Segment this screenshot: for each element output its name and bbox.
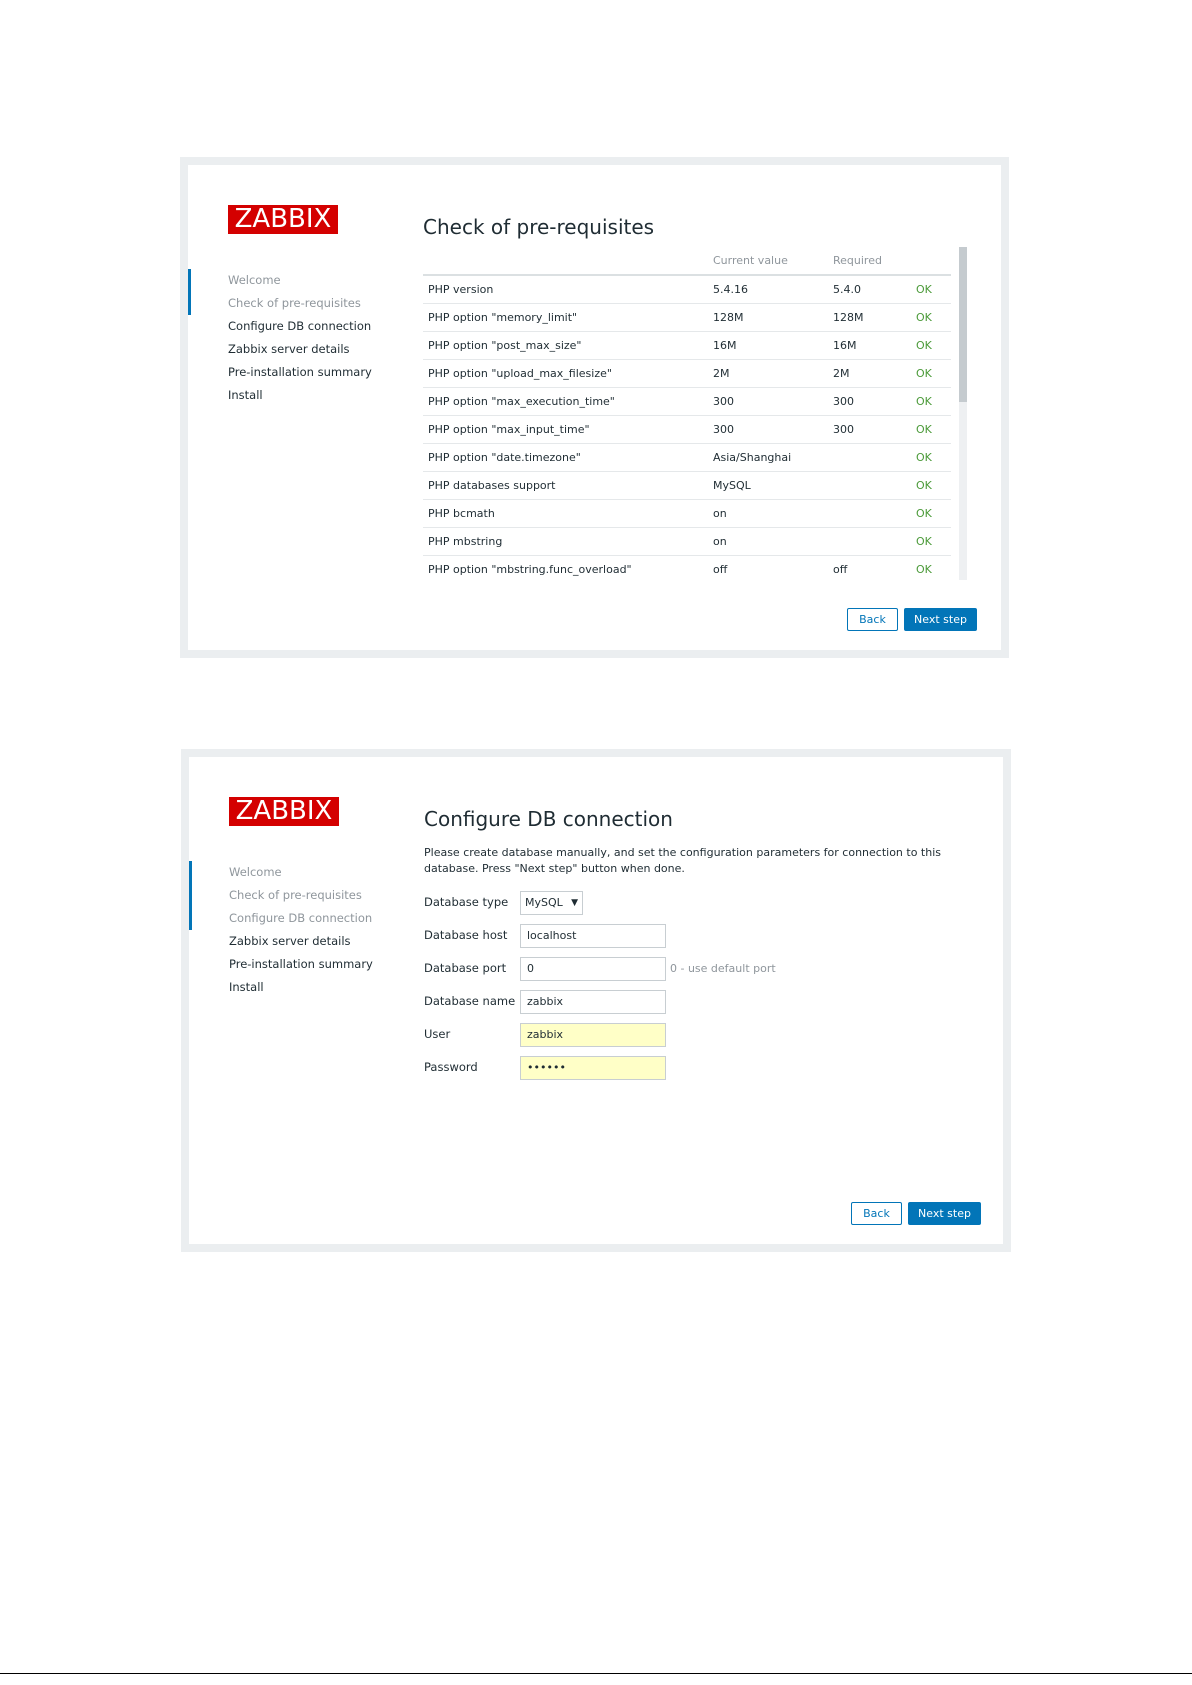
step-check-prerequisites[interactable]: Check of pre-requisites (229, 888, 362, 902)
page-title: Configure DB connection (424, 807, 673, 831)
row-name: PHP version (423, 275, 708, 303)
db-port-label: Database port (424, 961, 507, 975)
row-current: MySQL (708, 471, 828, 499)
row-current: 16M (708, 331, 828, 359)
form-row-password (424, 1056, 984, 1080)
row-status: OK (911, 387, 951, 415)
row-required (828, 499, 911, 527)
row-required: 300 (828, 387, 911, 415)
row-required (828, 443, 911, 471)
db-connection-screenshot (181, 749, 1011, 1252)
row-required: off (828, 555, 911, 580)
form-row-user (424, 1023, 984, 1047)
step-welcome[interactable]: Welcome (229, 865, 282, 879)
chevron-down-icon: ▼ (571, 898, 578, 908)
table-scrollbar[interactable] (959, 247, 967, 580)
setup-panel (188, 165, 1001, 650)
row-current: Asia/Shanghai (708, 443, 828, 471)
header-status (911, 247, 951, 275)
db-type-label: Database type (424, 895, 509, 909)
row-current: on (708, 499, 828, 527)
row-status: OK (911, 415, 951, 443)
db-type-select[interactable] (520, 891, 583, 915)
row-required: 300 (828, 415, 911, 443)
row-current: 5.4.16 (708, 275, 828, 303)
table-row (423, 415, 951, 443)
row-name: PHP option "memory_limit" (423, 303, 708, 331)
setup-panel (189, 757, 1003, 1244)
form-row-db-type (424, 891, 984, 915)
back-button[interactable]: Back (847, 608, 898, 631)
row-status: OK (911, 331, 951, 359)
table-row (423, 499, 951, 527)
row-name: PHP option "max_input_time" (423, 415, 708, 443)
table-row (423, 443, 951, 471)
table-row (423, 555, 951, 580)
user-input[interactable]: zabbix (520, 1023, 666, 1047)
intro-text: Please create database manually, and set the configuration parameters for connection to this database. Press "Next step" button when done. (424, 846, 942, 875)
step-install[interactable]: Install (228, 388, 263, 402)
row-status: OK (911, 275, 951, 303)
zabbix-logo: ZABBIX (229, 797, 339, 826)
row-current: 300 (708, 415, 828, 443)
db-port-hint: 0 - use default port (670, 962, 776, 975)
step-server-details[interactable]: Zabbix server details (229, 934, 351, 948)
step-pre-install-summary[interactable]: Pre-installation summary (229, 957, 373, 971)
table-row (423, 527, 951, 555)
row-status: OK (911, 555, 951, 580)
step-configure-db[interactable]: Configure DB connection (228, 319, 372, 333)
form-row-db-host (424, 924, 984, 948)
table-row (423, 275, 951, 303)
step-check-prerequisites[interactable]: Check of pre-requisites (228, 296, 361, 310)
table-row (423, 303, 951, 331)
password-label: Password (424, 1060, 478, 1074)
header-required: Required (828, 247, 911, 275)
step-install[interactable]: Install (229, 980, 264, 994)
zabbix-logo: ZABBIX (228, 205, 338, 234)
table-row (423, 359, 951, 387)
db-name-input[interactable]: zabbix (520, 990, 666, 1014)
db-host-input[interactable]: localhost (520, 924, 666, 948)
table-row (423, 387, 951, 415)
row-required (828, 527, 911, 555)
row-name: PHP option "post_max_size" (423, 331, 708, 359)
row-required: 2M (828, 359, 911, 387)
db-name-label: Database name (424, 994, 516, 1008)
row-required: 5.4.0 (828, 275, 911, 303)
row-required (828, 471, 911, 499)
row-name: PHP option "upload_max_filesize" (423, 359, 708, 387)
header-name (423, 247, 708, 275)
page-bottom-rule (0, 1673, 1192, 1674)
row-status: OK (911, 443, 951, 471)
prerequisites-table (423, 247, 951, 580)
header-current-value: Current value (708, 247, 828, 275)
db-host-label: Database host (424, 928, 508, 942)
step-welcome[interactable]: Welcome (228, 273, 281, 287)
back-button[interactable]: Back (851, 1202, 902, 1225)
scrollbar-thumb[interactable] (959, 247, 967, 402)
row-name: PHP option "mbstring.func_overload" (423, 555, 708, 580)
prerequisites-screenshot (180, 157, 1009, 658)
row-status: OK (911, 303, 951, 331)
db-port-input[interactable]: 0 (520, 957, 666, 981)
db-type-value: MySQL (525, 896, 563, 909)
page-title: Check of pre-requisites (423, 215, 655, 239)
row-name: PHP option "max_execution_time" (423, 387, 708, 415)
row-status: OK (911, 471, 951, 499)
row-current: 128M (708, 303, 828, 331)
row-status: OK (911, 359, 951, 387)
row-name: PHP mbstring (423, 527, 708, 555)
step-server-details[interactable]: Zabbix server details (228, 342, 350, 356)
setup-steps-nav (189, 861, 399, 999)
next-step-button[interactable]: Next step (908, 1202, 981, 1225)
row-current: on (708, 527, 828, 555)
form-row-db-port (424, 957, 984, 981)
step-configure-db[interactable]: Configure DB connection (229, 911, 373, 925)
user-label: User (424, 1027, 451, 1041)
table-header-row (423, 247, 951, 275)
row-status: OK (911, 527, 951, 555)
row-current: 300 (708, 387, 828, 415)
row-required: 16M (828, 331, 911, 359)
row-name: PHP bcmath (423, 499, 708, 527)
prerequisites-table-container (423, 247, 960, 580)
table-row (423, 471, 951, 499)
row-current: 2M (708, 359, 828, 387)
row-current: off (708, 555, 828, 580)
row-status: OK (911, 499, 951, 527)
table-row (423, 331, 951, 359)
row-name: PHP databases support (423, 471, 708, 499)
step-pre-install-summary[interactable]: Pre-installation summary (228, 365, 372, 379)
password-input[interactable]: •••••• (520, 1056, 666, 1080)
setup-steps-nav (188, 269, 398, 407)
row-required: 128M (828, 303, 911, 331)
row-name: PHP option "date.timezone" (423, 443, 708, 471)
next-step-button[interactable]: Next step (904, 608, 977, 631)
form-row-db-name (424, 990, 984, 1014)
